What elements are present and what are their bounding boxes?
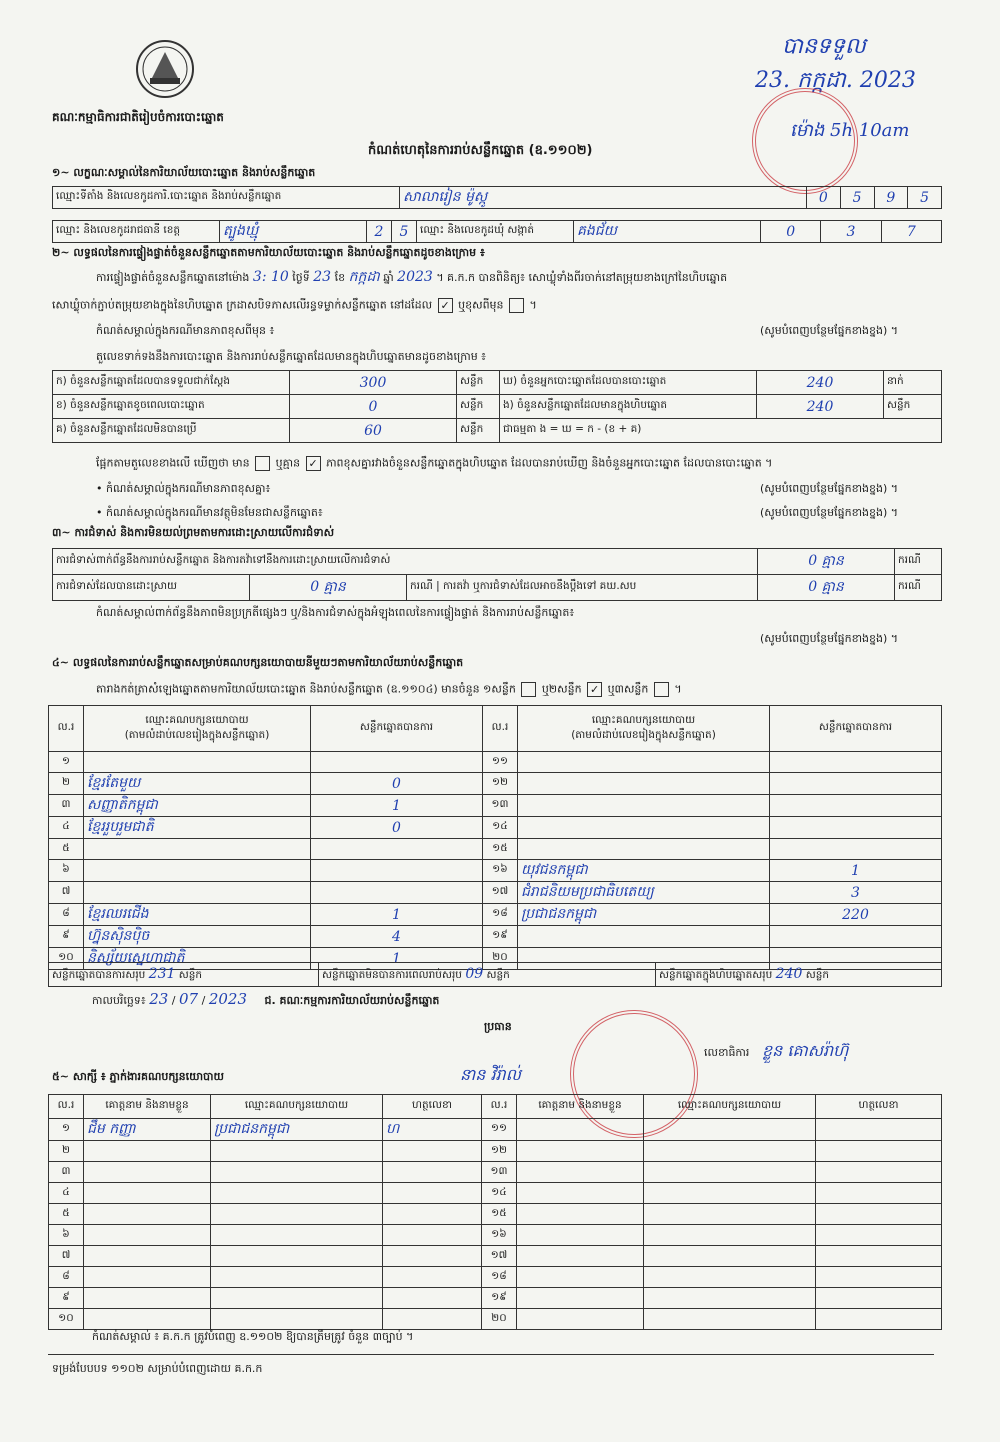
province-code-digit: 5 xyxy=(392,221,417,243)
cell-votes xyxy=(311,839,483,860)
cell-sign xyxy=(816,1267,942,1288)
station-code-digit: 0 xyxy=(807,187,841,209)
secretary-label: លេខាធិការ xyxy=(704,1046,750,1059)
cell-no: ៥ xyxy=(49,1204,84,1225)
table-row xyxy=(49,1204,942,1225)
col-sign: ហត្ថលេខា xyxy=(816,1095,942,1119)
president-label: ប្រធាន xyxy=(484,1020,512,1033)
table-row xyxy=(49,1288,942,1309)
cell-votes: 1 xyxy=(311,795,483,817)
cell-no: ៨ xyxy=(49,904,84,926)
cell-party: ខ្មែរឈរជើង xyxy=(84,904,311,926)
formula: ជាធម្មតា ង = ឃ = ក - (ខ + គ) xyxy=(500,419,942,443)
cell-name xyxy=(517,1183,644,1204)
cell-name xyxy=(84,1288,211,1309)
cell-no: ១៨ xyxy=(483,904,518,926)
cell-name xyxy=(84,1246,211,1267)
secretary-name: ខ្លួន គោសរ៉ាហ៊ុ xyxy=(762,1041,849,1060)
verify-line-2: សោឃ្លុំចាក់ភ្ជាប់តម្រុយខាងក្នុងនៃហិបឆ្នោត ក្រដាសបិទភាសលើរន្ធទម្លាក់សន្លឹកឆ្នោត នៅដដែល ✓ ឬខុសពីមុន ។ xyxy=(52,298,537,312)
ko-value: 60 xyxy=(290,419,457,443)
cell-votes xyxy=(311,752,483,773)
col-votes: សន្លឹកឆ្នោតបានការ xyxy=(770,706,942,752)
resolved-label: ការជំទាស់ដែលបានដោះស្រាយ xyxy=(53,575,250,601)
cell-sign xyxy=(816,1246,942,1267)
cell-name xyxy=(517,1141,644,1162)
cell-votes xyxy=(770,752,942,773)
province-label: ឈ្មោះ និងលេខកូដរាជធានី ខេត្ត xyxy=(53,221,220,243)
cell-name xyxy=(517,1204,644,1225)
table-row xyxy=(49,752,942,773)
cell-name xyxy=(84,1141,211,1162)
cell-sign xyxy=(816,1204,942,1225)
cell-sign xyxy=(816,1119,942,1141)
total-invalid: សន្លឹកឆ្នោតមិនបានការពេលរាប់សរុប 09 សន្លឹក xyxy=(319,963,656,987)
cell-sign xyxy=(816,1309,942,1330)
col-party: ឈ្មោះគណបក្សនយោបាយ (តាមលំដាប់លេខរៀងក្នុងសន្លឹកឆ្នោត) xyxy=(84,706,311,752)
kha-label: ខ) ចំនួនសន្លឹកឆ្នោតខូចពេលបោះឆ្នោត xyxy=(53,395,290,419)
ngo-unit: សន្លឹក xyxy=(884,395,942,419)
cell-party xyxy=(518,839,770,860)
cell-sign xyxy=(383,1288,482,1309)
footer-divider xyxy=(48,1354,934,1355)
cell-sign xyxy=(383,1246,482,1267)
ko-unit: សន្លឹក xyxy=(457,419,500,443)
col-name: គោត្តនាម និងនាមខ្លួន xyxy=(517,1095,644,1119)
cell-name xyxy=(517,1119,644,1141)
cell-votes xyxy=(770,795,942,817)
cell-name xyxy=(84,1225,211,1246)
cell-votes xyxy=(770,773,942,795)
cell-party: ខ្មែរតែមួយ xyxy=(84,773,311,795)
table-row xyxy=(49,773,942,795)
table-row xyxy=(49,795,942,817)
cell-sign xyxy=(383,1204,482,1225)
cell-sign xyxy=(816,1183,942,1204)
cell-party xyxy=(518,795,770,817)
bullet-difference: • កំណត់សម្គាល់ក្នុងករណីមានភាពខុសគ្នា៖ xyxy=(96,482,271,495)
appeal-value: 0 គ្មាន xyxy=(758,575,895,601)
kha-unit: សន្លឹក xyxy=(457,395,500,419)
cell-party xyxy=(644,1288,816,1309)
cell-party xyxy=(644,1204,816,1225)
cell-party xyxy=(84,839,311,860)
cell-no: ២០ xyxy=(483,948,518,970)
cell-no: ២ xyxy=(49,773,84,795)
cell-party xyxy=(84,882,311,904)
has-difference-checkbox[interactable] xyxy=(255,456,270,471)
cell-sign xyxy=(816,1288,942,1309)
note-fill-1: (សូមបំពេញបន្ថែមផ្នែកខាងខ្នង) ។ xyxy=(760,324,899,337)
cell-no: ៤ xyxy=(49,1183,84,1204)
cell-party xyxy=(211,1204,383,1225)
cell-no: ៧ xyxy=(49,1246,84,1267)
objection-count-unit: ករណី xyxy=(895,549,942,575)
kha-value: 0 xyxy=(290,395,457,419)
cell-no: ៩ xyxy=(49,1288,84,1309)
section5-heading: ៥~ សាក្សី ៖ ភ្នាក់ងារគណបក្សនយោបាយ xyxy=(52,1070,225,1083)
unchanged-checkbox[interactable]: ✓ xyxy=(438,298,453,313)
cell-no: ១៦ xyxy=(482,1225,517,1246)
cell-votes xyxy=(770,817,942,839)
col-name: គោត្តនាម និងនាមខ្លួន xyxy=(84,1095,211,1119)
cell-party: ជំរាជនិយមប្រជាធិបតេយ្យ xyxy=(518,882,770,904)
col-votes: សន្លឹកឆ្នោតបានការ xyxy=(311,706,483,752)
received-label: បានទទួល xyxy=(782,34,866,59)
resolved-value: 0 គ្មាន xyxy=(250,575,407,601)
cell-no: ១២ xyxy=(483,773,518,795)
cell-no: ២០ xyxy=(482,1309,517,1330)
total-valid: សន្លឹកឆ្នោតបានការសរុប 231 សន្លឹក xyxy=(49,963,319,987)
cell-no: ១ xyxy=(49,752,84,773)
cell-sign xyxy=(383,1162,482,1183)
cell-party xyxy=(211,1162,383,1183)
section4-heading: ៤~ លទ្ធផលនៃការរាប់សន្លឹកឆ្នោតសម្រាប់គណបក្សនយោបាយនីមួយៗតាមការិយាល័យរាប់សន្លឹកឆ្នោត xyxy=(52,656,464,669)
cell-votes: 4 xyxy=(311,926,483,948)
cell-party xyxy=(84,860,311,882)
cell-party xyxy=(211,1309,383,1330)
footnote: កំណត់សម្គាល់ ៖ គ.ក.ក ត្រូវបំពេញ ឧ.១១០២ ឱ្យបានត្រឹមត្រូវ ចំនួន ៣ច្បាប់ ។ xyxy=(92,1330,414,1343)
cell-no: ៦ xyxy=(49,1225,84,1246)
station-label: ឈ្មោះទីតាំង និងលេខកូដការិ.បោះឆ្នោត និងរាប់សន្លឹកឆ្នោត xyxy=(53,187,400,209)
cell-party xyxy=(644,1225,816,1246)
table-row xyxy=(49,1309,942,1330)
cell-name xyxy=(84,1204,211,1225)
cell-no: ១៨ xyxy=(482,1267,517,1288)
commune-code-digit: 0 xyxy=(761,221,821,243)
table-row xyxy=(49,882,942,904)
cell-sign xyxy=(816,1162,942,1183)
received-time: ម៉ោង 5h 10am xyxy=(790,120,910,141)
cell-no: ៤ xyxy=(49,817,84,839)
cell-sign xyxy=(816,1141,942,1162)
cell-party xyxy=(518,926,770,948)
ko-label: គ) ចំនួនសន្លឹកឆ្នោតដែលមិនបានប្រើ xyxy=(53,419,290,443)
note-fill-4: (សូមបំពេញបន្ថែមផ្នែកខាងខ្នង) ។ xyxy=(760,632,899,645)
cell-party xyxy=(518,773,770,795)
received-date: 23. កក្កដា. 2023 xyxy=(755,68,916,93)
table-row xyxy=(49,1119,942,1141)
cell-no: ១៥ xyxy=(483,839,518,860)
cell-party xyxy=(211,1141,383,1162)
cell-no: ១៦ xyxy=(483,860,518,882)
cell-party xyxy=(644,1141,816,1162)
cell-sign xyxy=(383,1225,482,1246)
totals-table xyxy=(48,962,942,987)
table-row xyxy=(49,817,942,839)
cell-no: ១៣ xyxy=(483,795,518,817)
cell-party xyxy=(644,1119,816,1141)
commune-label: ឈ្មោះ និងលេខកូដឃុំ សង្កាត់ xyxy=(417,221,574,243)
cell-no: ៣ xyxy=(49,1162,84,1183)
cell-no: ១០ xyxy=(49,1309,84,1330)
appeal-label: ករណី | ការតវ៉ា ឬការជំទាស់ដែលអាចនឹងប្តឹងទៅ គឃ.សប xyxy=(407,575,758,601)
table-row xyxy=(49,860,942,882)
two-sheet-checkbox[interactable]: ✓ xyxy=(587,682,602,697)
cell-party: សញ្ញាតិកម្ពុជា xyxy=(84,795,311,817)
cell-no: ១៤ xyxy=(482,1183,517,1204)
province-table xyxy=(52,220,942,243)
cell-name xyxy=(84,1309,211,1330)
cell-sign: ហ xyxy=(383,1119,482,1141)
cell-votes xyxy=(311,882,483,904)
cell-name xyxy=(517,1225,644,1246)
cell-party xyxy=(644,1246,816,1267)
verify-line-1: ការផ្ទៀងផ្ទាត់ចំនួនសន្លឹកឆ្នោតនៅម៉ោង 3: 10 ថ្ងៃទី 23 ខែ កក្កដា ឆ្នាំ 2023 ។ គ.ក.ក បានពិនិត្យ៖ សោឃ្លុំទាំងពីរចាក់នៅតម្រុយខាងក្រៅនៃហិបឆ្នោត xyxy=(96,269,728,285)
cell-sign xyxy=(383,1141,482,1162)
cell-party xyxy=(211,1267,383,1288)
cell-name xyxy=(84,1183,211,1204)
station-code-digit: 9 xyxy=(874,187,908,209)
col-party: ឈ្មោះគណបក្សនយោបាយ xyxy=(211,1095,383,1119)
discrepancy-line: ផ្អែកតាមតួលេខខាងលើ ឃើញថា មាន ឬគ្មាន ✓ ភាពខុសគ្នារវាងចំនួនសន្លឹកឆ្នោតក្នុងហិបឆ្នោត ដែលបានរាប់ឃើញ និងចំនួនអ្នកបោះឆ្នោត ដែលបានបោះឆ្នោត ។ xyxy=(96,456,773,470)
cell-name: ជឹម កញ្ញា xyxy=(84,1119,211,1141)
cell-no: ១៩ xyxy=(483,926,518,948)
col-party: ឈ្មោះគណបក្សនយោបាយ xyxy=(644,1095,816,1119)
cell-no: ១៧ xyxy=(482,1246,517,1267)
cell-name xyxy=(84,1267,211,1288)
cell-party: និស្ស័យស្នេហាជាតិ xyxy=(84,948,311,970)
figures-intro: តួលេខទាក់ទងនឹងការបោះឆ្នោត និងការរាប់សន្លឹកឆ្នោតដែលមានក្នុងហិបឆ្នោតមានដូចខាងក្រោម ៖ xyxy=(96,350,487,363)
total-in-box: សន្លឹកឆ្នោតក្នុងហិបឆ្នោតសរុប 240 សន្លឹក xyxy=(656,963,942,987)
cell-votes: 1 xyxy=(311,948,483,970)
cell-no: ១៣ xyxy=(482,1162,517,1183)
objection-count-label: ការជំទាស់ពាក់ព័ន្ធនឹងការរាប់សន្លឹកឆ្នោត និងការតវ៉ាទៅនឹងការដោះស្រាយលើការជំទាស់ xyxy=(53,549,758,575)
cell-party: យុវជនកម្ពុជា xyxy=(518,860,770,882)
cell-name xyxy=(517,1288,644,1309)
note-changed: កំណត់សម្គាល់ក្នុងករណីមានភាពខុសពីមុន ៖ xyxy=(96,324,275,337)
cell-no: ៩ xyxy=(49,926,84,948)
cell-party xyxy=(644,1267,816,1288)
cell-name xyxy=(84,1162,211,1183)
party-results-table xyxy=(48,705,942,970)
ka-value: 300 xyxy=(290,371,457,395)
no-difference-checkbox[interactable]: ✓ xyxy=(306,456,321,471)
cell-name xyxy=(517,1162,644,1183)
section2-heading: ២~ លទ្ធផលនៃការផ្ទៀងផ្ទាត់ចំនួនសន្លឹកឆ្នោតតាមការិយាល័យបោះឆ្នោត និងរាប់សន្លឹកឆ្នោតដូចខាងក្រោម ៖ xyxy=(52,246,485,259)
form-note: ទម្រង់បែបបទ ១១០២ សម្រាប់បំពេញដោយ គ.ក.ក xyxy=(52,1362,263,1375)
cell-name xyxy=(517,1246,644,1267)
table-row xyxy=(49,839,942,860)
ka-unit: សន្លឹក xyxy=(457,371,500,395)
cell-party xyxy=(211,1225,383,1246)
section3-heading: ៣~ ការជំទាស់ និងការមិនយល់ព្រមតាមការដោះស្រាយលើការជំទាស់ xyxy=(52,526,335,539)
emblem-logo xyxy=(132,38,198,100)
cell-no: ១២ xyxy=(482,1141,517,1162)
table-row xyxy=(49,1267,942,1288)
col-no: ល.រ xyxy=(49,706,84,752)
signing-date: កាលបរិច្ឆេទ៖ 23 / 07 / 2023 ជ. គណៈកម្មការការិយាល័យរាប់សន្លឹកឆ្នោត xyxy=(92,990,440,1008)
cell-party xyxy=(84,752,311,773)
witness-table xyxy=(48,1094,942,1330)
cell-votes: 220 xyxy=(770,904,942,926)
three-sheet-checkbox[interactable] xyxy=(654,682,669,697)
bullet-foreign-object: • កំណត់សម្គាល់ក្នុងករណីមានវត្ថុមិនមែនជាសន្លឹកឆ្នោត៖ xyxy=(96,506,323,519)
station-id-table xyxy=(52,186,942,209)
authority-name: គណៈកម្មាធិការជាតិរៀបចំការបោះឆ្នោត xyxy=(52,110,224,124)
cell-no: ២ xyxy=(49,1141,84,1162)
cell-votes: 1 xyxy=(770,860,942,882)
commune-value: គងជ័យ xyxy=(574,221,761,243)
cell-party: ប្រជាជនកម្ពុជា xyxy=(211,1119,383,1141)
col-no: ល.រ xyxy=(49,1095,84,1119)
station-code-digit: 5 xyxy=(908,187,942,209)
cell-votes xyxy=(770,839,942,860)
note-fill-2: (សូមបំពេញបន្ថែមផ្នែកខាងខ្នង) ។ xyxy=(760,482,899,495)
cell-no: ១៥ xyxy=(482,1204,517,1225)
station-value: សាលារៀន ម៉ូស្កូ xyxy=(400,187,807,209)
cell-sign xyxy=(383,1267,482,1288)
kho-value: 240 xyxy=(757,371,884,395)
cell-name xyxy=(517,1267,644,1288)
cell-party xyxy=(518,752,770,773)
tally-sheet-count: តារាងកត់ត្រាសំឡេងឆ្នោតតាមការិយាល័យបោះឆ្នោត និងរាប់សន្លឹកឆ្នោត (ឧ.១១០៤) មានចំនួន ១សន្លឹក ឬ២សន្លឹក ✓ ឬ៣សន្លឹក ។ xyxy=(96,682,682,696)
province-code-digit: 2 xyxy=(367,221,392,243)
col-sign: ហត្ថលេខា xyxy=(383,1095,482,1119)
commune-code-digit: 7 xyxy=(881,221,941,243)
cell-party xyxy=(211,1288,383,1309)
cell-no: ៨ xyxy=(49,1267,84,1288)
cell-no: ៣ xyxy=(49,795,84,817)
cell-votes: 0 xyxy=(311,817,483,839)
one-sheet-checkbox[interactable] xyxy=(521,682,536,697)
table-row xyxy=(49,1162,942,1183)
ballot-figures-table xyxy=(52,370,942,443)
kho-label: ឃ) ចំនួនអ្នកបោះឆ្នោតដែលបានបោះឆ្នោត xyxy=(500,371,757,395)
cell-party xyxy=(211,1246,383,1267)
cell-no: ៧ xyxy=(49,882,84,904)
cell-name xyxy=(517,1309,644,1330)
cell-sign xyxy=(383,1309,482,1330)
objection-table xyxy=(52,548,942,601)
cell-no: ១៤ xyxy=(483,817,518,839)
cell-no: ១១ xyxy=(483,752,518,773)
cell-party xyxy=(644,1183,816,1204)
ngo-label: ង) ចំនួនសន្លឹកឆ្នោតដែលមានក្នុងហិបឆ្នោត xyxy=(500,395,757,419)
table-row xyxy=(49,1225,942,1246)
cell-no: ៦ xyxy=(49,860,84,882)
cell-votes: 0 xyxy=(311,773,483,795)
cell-party xyxy=(644,1309,816,1330)
province-value: ត្បូងឃ្មុំ xyxy=(220,221,367,243)
col-no: ល.រ xyxy=(483,706,518,752)
cell-sign xyxy=(816,1225,942,1246)
cell-votes: 1 xyxy=(311,904,483,926)
cell-party: ហ្វ៊ុនស៊ិនប៉ិច xyxy=(84,926,311,948)
cell-no: ១៧ xyxy=(483,882,518,904)
ka-label: ក) ចំនួនសន្លឹកឆ្នោតដែលបានទទួលជាក់ស្តែង xyxy=(53,371,290,395)
changed-checkbox[interactable] xyxy=(509,298,524,313)
cell-sign xyxy=(383,1183,482,1204)
appeal-unit: ករណី xyxy=(895,575,942,601)
section1-heading: ១~ លក្ខណៈសម្គាល់នៃការិយាល័យបោះឆ្នោត និងរាប់សន្លឹកឆ្នោត xyxy=(52,166,316,179)
cell-party xyxy=(644,1162,816,1183)
station-code-digit: 5 xyxy=(840,187,874,209)
cell-no: ១ xyxy=(49,1119,84,1141)
ngo-value: 240 xyxy=(757,395,884,419)
cell-no: ៥ xyxy=(49,839,84,860)
table-row xyxy=(49,926,942,948)
cell-votes xyxy=(311,860,483,882)
objection-count-value: 0 គ្មាន xyxy=(758,549,895,575)
cell-no: ១០ xyxy=(49,948,84,970)
cell-party xyxy=(211,1183,383,1204)
cell-no: ១១ xyxy=(482,1119,517,1141)
table-row xyxy=(49,1246,942,1267)
kho-unit: នាក់ xyxy=(884,371,942,395)
irregularity-note: កំណត់សម្គាល់ពាក់ព័ន្ធនឹងភាពមិនប្រក្រតីផ្សេងៗ ឬ/និងការជំទាស់ក្នុងអំឡុងពេលនៃការផ្ទៀងផ្ទាត់ និងការរាប់សន្លឹកឆ្នោត៖ xyxy=(96,606,575,619)
table-row xyxy=(49,1183,942,1204)
cell-votes: 3 xyxy=(770,882,942,904)
col-party: ឈ្មោះគណបក្សនយោបាយ (តាមលំដាប់លេខរៀងក្នុងសន្លឹកឆ្នោត) xyxy=(518,706,770,752)
cell-no: ១៩ xyxy=(482,1288,517,1309)
table-row xyxy=(49,904,942,926)
cell-votes xyxy=(770,926,942,948)
note-fill-3: (សូមបំពេញបន្ថែមផ្នែកខាងខ្នង) ។ xyxy=(760,506,899,519)
cell-party: ខ្មែររួបរួមជាតិ xyxy=(84,817,311,839)
cell-party: ប្រជាជនកម្ពុជា xyxy=(518,904,770,926)
col-no: ល.រ xyxy=(482,1095,517,1119)
commune-code-digit: 3 xyxy=(821,221,881,243)
president-name: នាន វិរ៉ាល់ xyxy=(460,1065,521,1084)
cell-party xyxy=(518,817,770,839)
form-title: កំណត់ហេតុនៃការរាប់សន្លឹកឆ្នោត (ឧ.១១០២) xyxy=(368,143,593,158)
table-row xyxy=(49,1141,942,1162)
